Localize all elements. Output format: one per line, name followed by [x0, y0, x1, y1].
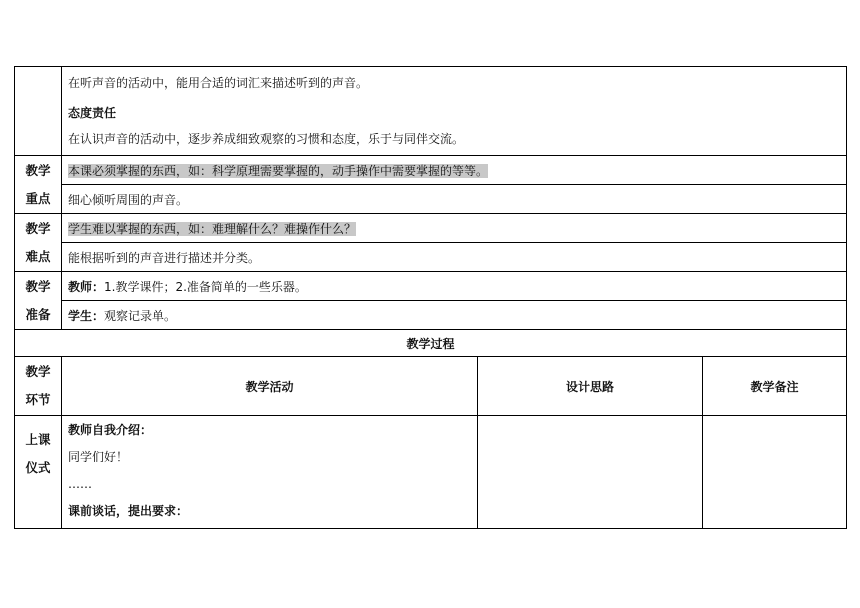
- difficulties-content: 能根据听到的声音进行描述并分类。: [62, 243, 847, 272]
- col-activity-header: 教学活动: [62, 357, 478, 416]
- student-label: 学生：: [68, 308, 105, 323]
- key-points-label: 教学 重点: [15, 156, 62, 214]
- goal-line-listening: 在听声音的活动中，能用合适的词汇来描述听到的声音。: [68, 76, 369, 90]
- difficulties-hint-cell: [62, 214, 847, 243]
- goal-line-attitude: 在认识声音的活动中，逐步养成细致观察的习惯和态度，乐于与同伴交流。: [68, 132, 465, 146]
- lesson-plan-table: [14, 66, 847, 529]
- preparation-teacher: [62, 272, 847, 301]
- teacher-prep-text: 1.教学课件；2.准备简单的一些乐器。: [104, 279, 307, 294]
- lesson-plan-page: [14, 66, 846, 529]
- preparation-student: [62, 301, 847, 330]
- process-header-row: [15, 357, 847, 416]
- difficulties-label: 教学 难点: [15, 214, 62, 272]
- difficulties-row-1: [15, 214, 847, 243]
- ceremony-notes-cell: [703, 416, 847, 529]
- preparation-row-1: [15, 272, 847, 301]
- difficulties-hint: 学生难以掌握的东西，如：难理解什么？难操作什么？: [68, 221, 357, 236]
- preparation-label: 教学 准备: [15, 272, 62, 330]
- goals-content-cell: [62, 67, 847, 156]
- teacher-label: 教师：: [68, 279, 105, 294]
- greeting: 同学们好！: [68, 450, 129, 464]
- ellipsis: ……: [68, 477, 92, 491]
- difficulties-row-2: [15, 243, 847, 272]
- ceremony-design-cell: [478, 416, 703, 529]
- col-notes-header: 教学备注: [703, 357, 847, 416]
- attitude-heading: 态度责任: [68, 106, 117, 120]
- key-points-hint: 本课必须掌握的东西，如：科学原理需要掌握的，动手操作中需要掌握的等等。: [68, 163, 489, 178]
- key-points-row-1: [15, 156, 847, 185]
- key-points-hint-cell: [62, 156, 847, 185]
- ceremony-row: [15, 416, 847, 529]
- key-points-row-2: [15, 185, 847, 214]
- col-design-header: 设计思路: [478, 357, 703, 416]
- process-title-row: [15, 330, 847, 357]
- col-stage-header: 教学 环节: [15, 357, 62, 416]
- teacher-intro: 教师自我介绍：: [68, 423, 153, 437]
- student-prep-text: 观察记录单。: [104, 308, 177, 323]
- key-points-content: 细心倾听周围的声音。: [62, 185, 847, 214]
- pre-class-talk: 课前谈话，提出要求：: [68, 504, 189, 518]
- goals-continued-row: [15, 67, 847, 156]
- preparation-row-2: [15, 301, 847, 330]
- process-title: 教学过程: [15, 330, 847, 357]
- ceremony-label: 上课 仪式: [15, 416, 62, 529]
- ceremony-activity-cell: [62, 416, 478, 529]
- goals-label-cell: [15, 67, 62, 156]
